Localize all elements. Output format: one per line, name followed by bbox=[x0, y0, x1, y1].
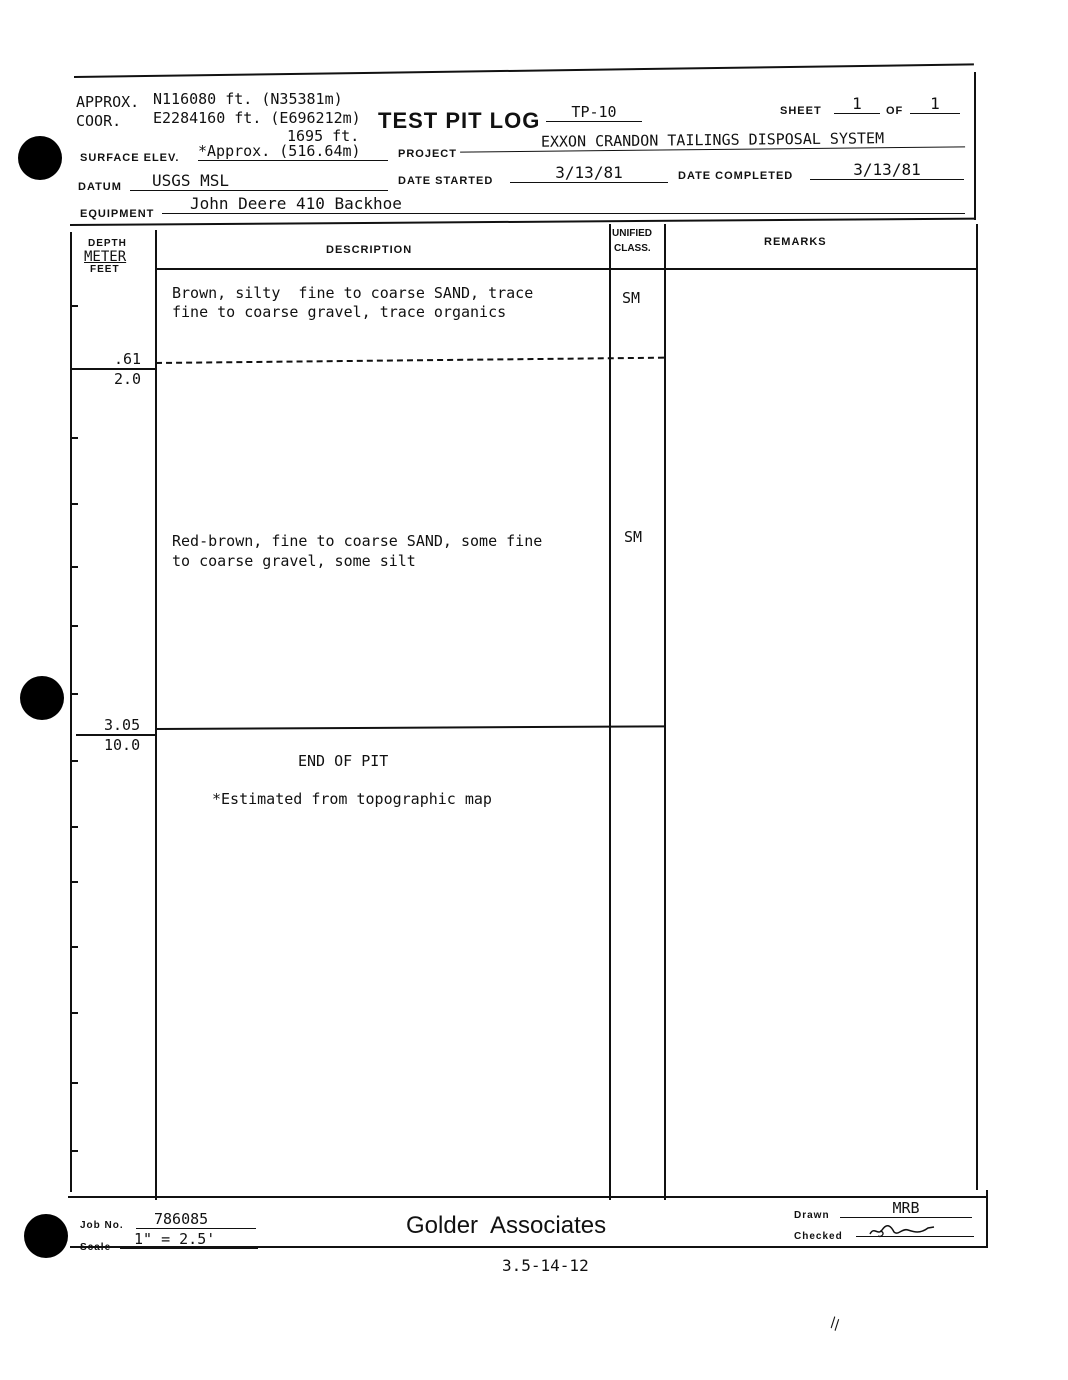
depth-scale-line bbox=[70, 232, 72, 1192]
depth-feet-2: 10.0 bbox=[104, 736, 141, 754]
coord-label-1: APPROX. bbox=[76, 93, 140, 111]
sheet-number: 1 bbox=[834, 94, 880, 114]
depth-tick bbox=[72, 437, 78, 439]
table-top-border bbox=[70, 218, 976, 226]
stratum-1-description-line-2: fine to coarse gravel, trace organics bbox=[172, 303, 507, 321]
end-of-pit-boundary bbox=[156, 725, 666, 729]
stratum-1-class: SM bbox=[622, 289, 641, 307]
project-name: EXXON CRANDON TAILINGS DISPOSAL SYSTEM bbox=[460, 128, 965, 152]
binder-hole-bottom bbox=[24, 1214, 68, 1258]
estimate-note: *Estimated from topographic map bbox=[212, 790, 492, 808]
depth-tick bbox=[72, 566, 78, 568]
depth-tick bbox=[72, 1082, 78, 1084]
depth-tick bbox=[72, 1012, 78, 1014]
sheet-label: SHEET bbox=[780, 105, 822, 117]
checked-signature-line bbox=[856, 1222, 974, 1237]
depth-tick bbox=[72, 305, 78, 307]
depth-tick bbox=[72, 693, 78, 695]
class-column-left bbox=[609, 224, 611, 1200]
binder-hole-middle bbox=[20, 676, 64, 720]
meter-header: METER bbox=[84, 249, 127, 265]
project-label: PROJECT bbox=[398, 148, 457, 160]
depth-tick bbox=[72, 760, 78, 762]
depth-tick bbox=[72, 881, 78, 883]
date-completed-label: DATE COMPLETED bbox=[678, 170, 794, 182]
depth-meter-1: .61 bbox=[114, 350, 142, 368]
class-header-1: UNIFIED bbox=[612, 228, 652, 239]
end-of-pit: END OF PIT bbox=[298, 752, 389, 770]
header-bottom-border bbox=[156, 268, 976, 270]
footer-right-border bbox=[986, 1190, 988, 1246]
description-header: DESCRIPTION bbox=[326, 244, 413, 256]
company-logo-text: Golder Associates bbox=[406, 1212, 607, 1239]
checked-signature bbox=[868, 1222, 938, 1238]
depth-tick bbox=[72, 826, 78, 828]
depth-header: DEPTH bbox=[88, 238, 127, 249]
page-title: TEST PIT LOG bbox=[378, 108, 541, 133]
depth-tick bbox=[72, 946, 78, 948]
table-bottom-border bbox=[68, 1196, 988, 1198]
equipment-label: EQUIPMENT bbox=[80, 208, 155, 220]
of-label: OF bbox=[886, 105, 904, 117]
top-border bbox=[74, 63, 974, 78]
date-started-label: DATE STARTED bbox=[398, 175, 494, 187]
stratum-1-description-line-1: Brown, silty fine to coarse SAND, trace bbox=[172, 284, 534, 302]
drawn-label: Drawn bbox=[794, 1210, 830, 1221]
easting: E2284160 ft. (E696212m) bbox=[153, 109, 361, 127]
checked-label: Checked bbox=[794, 1231, 843, 1242]
datum-value: USGS MSL bbox=[130, 171, 388, 191]
coord-label-2: COOR. bbox=[76, 112, 122, 130]
depth-feet-1: 2.0 bbox=[114, 370, 142, 388]
northing: N116080 ft. (N35381m) bbox=[153, 90, 343, 108]
class-header-2: CLASS. bbox=[614, 243, 651, 254]
stratum-2-description-line-1: Red-brown, fine to coarse SAND, some fine bbox=[172, 532, 543, 550]
pit-id: TP-10 bbox=[546, 103, 642, 122]
elev-feet: 1695 ft. bbox=[287, 127, 360, 145]
scan-mark: \\ bbox=[826, 1314, 844, 1334]
stratum-boundary-dashed bbox=[156, 357, 664, 364]
drawn-by: MRB bbox=[840, 1199, 972, 1218]
remarks-header: REMARKS bbox=[764, 236, 827, 248]
stratum-2-class: SM bbox=[624, 528, 643, 546]
depth-tick bbox=[72, 503, 78, 505]
surface-elev-label: SURFACE ELEV. bbox=[80, 152, 180, 164]
datum-label: DATUM bbox=[78, 181, 122, 193]
depth-column-divider bbox=[155, 230, 157, 1200]
depth-tick bbox=[72, 1150, 78, 1152]
date-completed: 3/13/81 bbox=[810, 160, 964, 180]
depth-tick bbox=[72, 625, 78, 627]
page-reference: 3.5-14-12 bbox=[502, 1256, 589, 1275]
job-number: 786085 bbox=[136, 1210, 256, 1229]
right-table-border bbox=[976, 224, 978, 1190]
sheet-total: 1 bbox=[910, 94, 960, 114]
scale-label: Scale bbox=[80, 1242, 112, 1253]
feet-header: FEET bbox=[90, 264, 120, 275]
equipment-value: John Deere 410 Backhoe bbox=[162, 194, 965, 214]
right-border bbox=[974, 72, 976, 220]
surface-elev-value: *Approx. (516.64m) bbox=[198, 142, 388, 161]
class-column-right bbox=[664, 224, 666, 1200]
stratum-2-description-line-2: to coarse gravel, some silt bbox=[172, 552, 416, 570]
date-started: 3/13/81 bbox=[510, 163, 668, 183]
depth-meter-2: 3.05 bbox=[104, 716, 141, 734]
binder-hole-top bbox=[18, 136, 62, 180]
job-number-label: Job No. bbox=[80, 1220, 124, 1231]
scale-value: 1" = 2.5' bbox=[120, 1230, 258, 1249]
